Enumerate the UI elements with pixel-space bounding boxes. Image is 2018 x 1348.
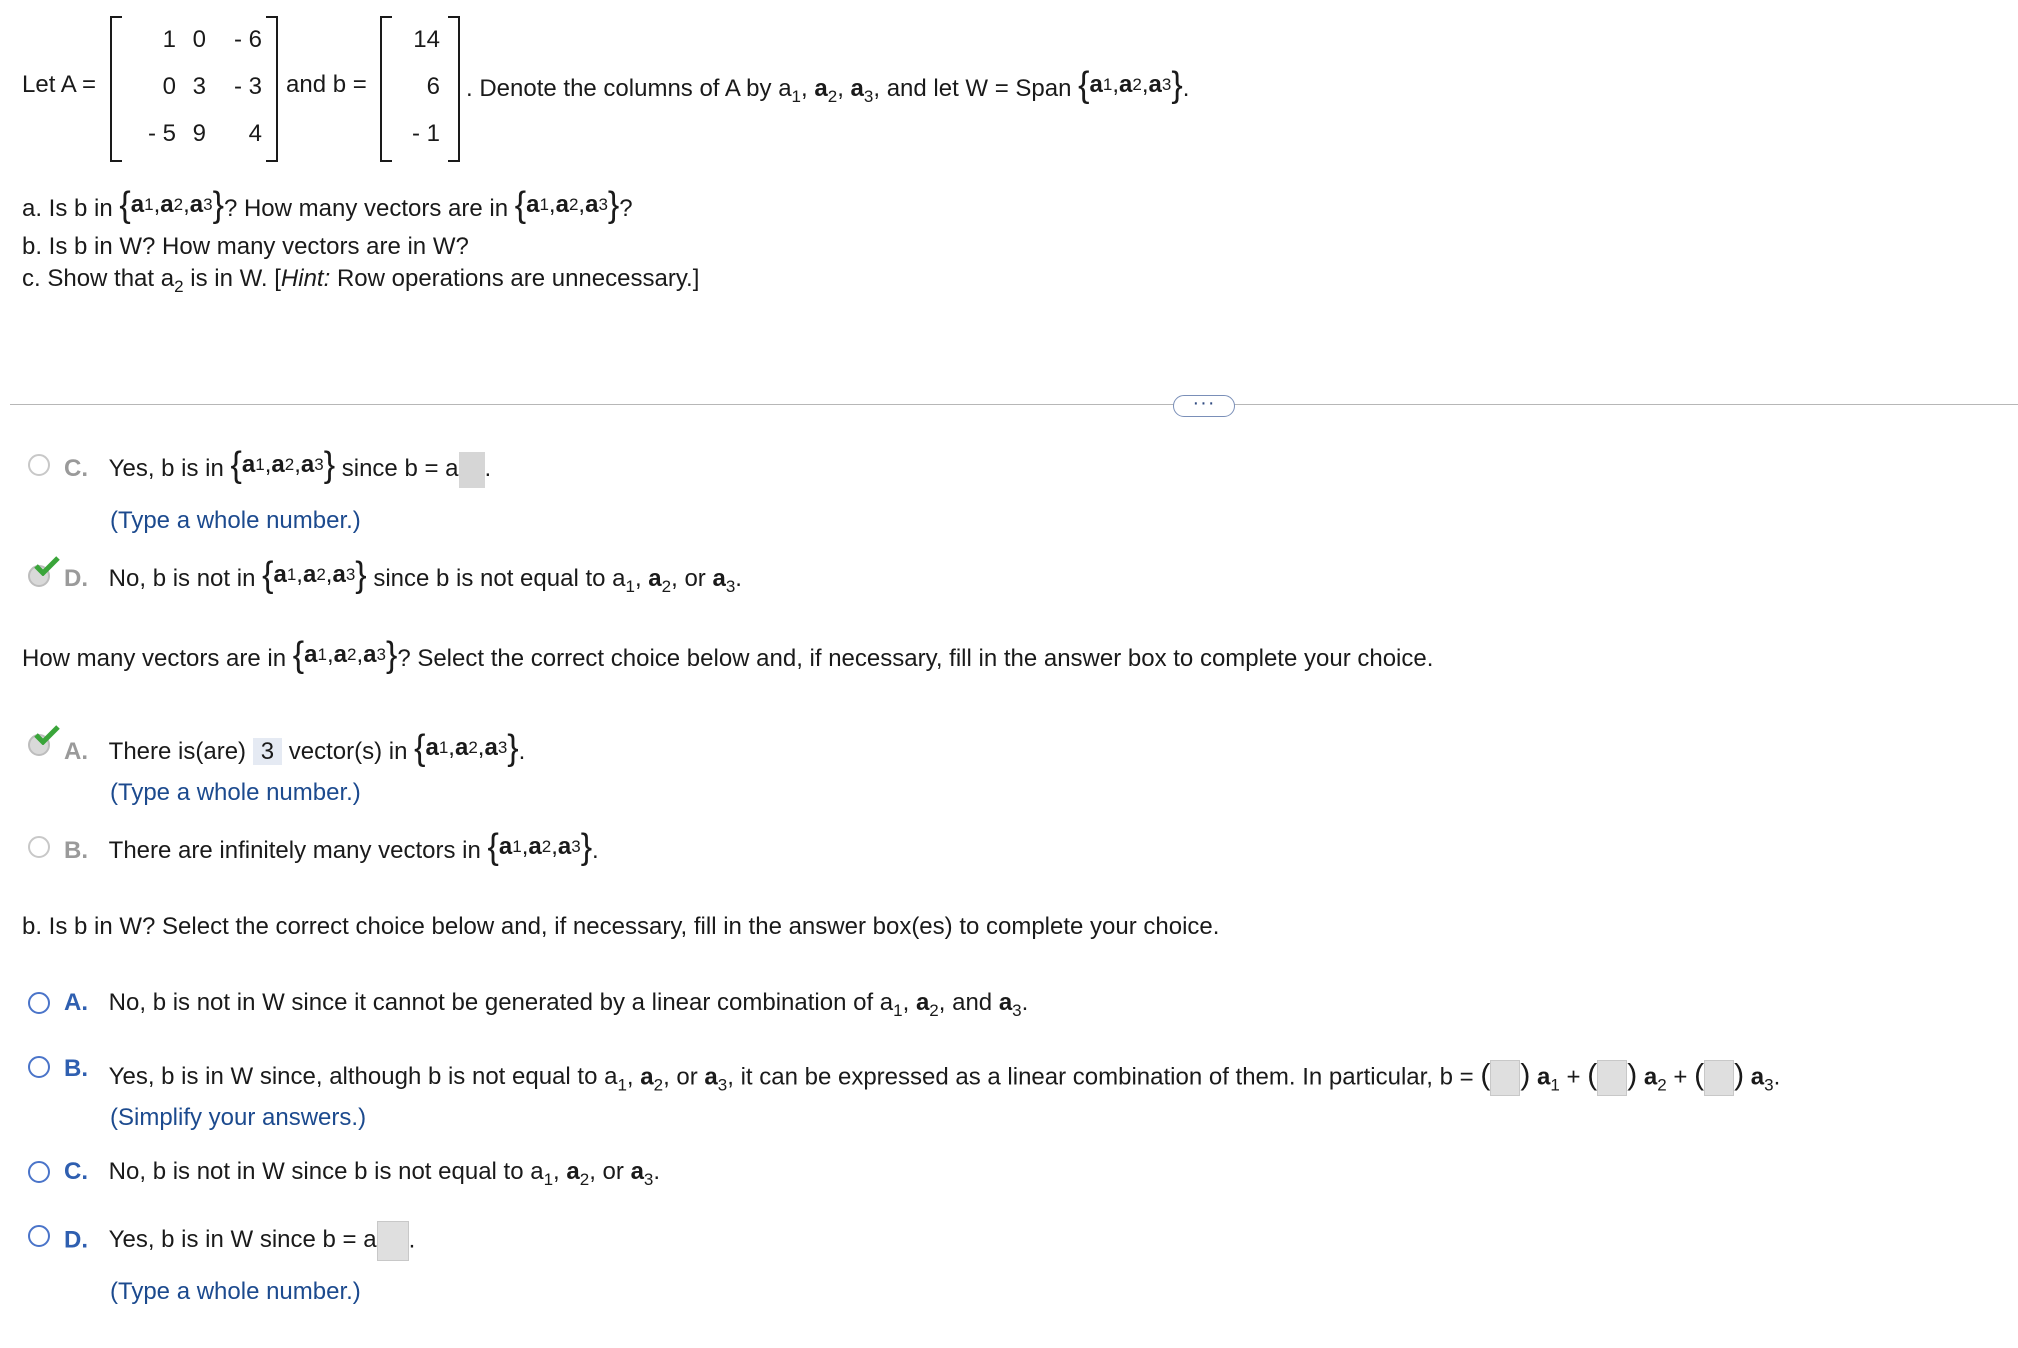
radio-b-d[interactable] bbox=[28, 1225, 50, 1247]
answer-box-b-coef1[interactable] bbox=[1490, 1060, 1520, 1096]
matrix-a-cell: 9 bbox=[192, 120, 206, 147]
option-b-d: D. Yes, b is in W since b = a . bbox=[64, 1221, 415, 1261]
answer-box-a1-c[interactable] bbox=[459, 452, 485, 488]
answer-box-b-coef2[interactable] bbox=[1597, 1060, 1627, 1096]
radio-b-c[interactable] bbox=[28, 1161, 50, 1183]
radio-b-b[interactable] bbox=[28, 1056, 50, 1078]
matrix-a-cell: - 6 bbox=[233, 26, 262, 53]
option-b-c: C. No, b is not in W since b is not equal to $a_1$, $a_2$, or $a_3$. bbox=[64, 1158, 661, 1189]
vector-b-cell: 6 bbox=[426, 73, 440, 100]
matrix-a-cell: 4 bbox=[248, 120, 262, 147]
option-a1-d: D. No, b is not in { a 1 , a 2 , a 3 } since b is not equal to $a_1$, $a_2$, or $a_3$. bbox=[64, 555, 742, 596]
radio-b-a[interactable] bbox=[28, 992, 50, 1014]
let-a-label: Let A = bbox=[22, 71, 97, 98]
check-icon bbox=[34, 725, 60, 745]
matrix-a bbox=[110, 16, 278, 162]
and-b-label: and b = bbox=[286, 71, 367, 98]
option-a2-b: B. There are infinitely many vectors in { a 1 , a 2 , a 3 } . bbox=[64, 827, 599, 867]
prompt-a2: How many vectors are in { a 1 , a 2 , a 3 } ? Select the correct choice below and, if necessary, fill in the answer box to complete your choice. bbox=[22, 635, 1434, 675]
answer-box-b-coef3[interactable] bbox=[1704, 1060, 1734, 1096]
matrix-a-cell: 0 bbox=[192, 26, 206, 53]
option-a2-a: A. There is(are) 3 vector(s) in { a 1 , a 2 , a 3 } . bbox=[64, 728, 526, 768]
matrix-a-cell: - 3 bbox=[233, 73, 262, 100]
vector-b-cell: - 1 bbox=[411, 120, 440, 147]
check-icon bbox=[34, 556, 60, 576]
prompt-b: b. Is b in W? Select the correct choice below and, if necessary, fill in the answer box(es) to complete your choice. bbox=[22, 913, 1220, 940]
hint-b-d: (Type a whole number.) bbox=[110, 1278, 361, 1305]
matrix-a-cell: - 5 bbox=[147, 120, 176, 147]
answer-value-a2[interactable]: 3 bbox=[253, 738, 282, 765]
question-a: a. Is b in { a 1 , a 2 , a 3 } ? How many vectors are in { a 1 , a 2 , a 3 } ? bbox=[22, 185, 633, 225]
radio-a2-b[interactable] bbox=[28, 836, 50, 858]
vector-b bbox=[380, 16, 460, 162]
section-divider bbox=[10, 404, 2018, 405]
more-options-button[interactable]: ··· bbox=[1173, 395, 1235, 417]
answer-box-b-d[interactable] bbox=[377, 1221, 409, 1261]
vector-b-cell: 14 bbox=[413, 26, 440, 53]
matrix-a-cell: 0 bbox=[162, 73, 176, 100]
hint-a2-a: (Type a whole number.) bbox=[110, 779, 361, 806]
hint-b-b: (Simplify your answers.) bbox=[110, 1104, 367, 1131]
header-text: . Denote the columns of A by $a_1$, $a_2$, $a_3$, and let W = Span { a 1 , a 2 , a 3 } . bbox=[466, 65, 1190, 106]
question-c: c. Show that $a_2$ is in W. [Hint: Row operations are unnecessary.] bbox=[22, 265, 700, 296]
matrix-a-cell: 3 bbox=[192, 73, 206, 100]
option-b-b: B. Yes, b is in W since, although b is not equal to $a_1$, $a_2$, or $a_3$, it can be expressed as a linear combination of them. In particular, b = ( ) $a_1$ + ( ) $a_2$ + ( ) $a_3$. bbox=[64, 1055, 1781, 1095]
radio-a1-c[interactable] bbox=[28, 454, 50, 476]
option-b-a: A. No, b is not in W since it cannot be generated by a linear combination of $a_1$, $a_2$, and $a_3$. bbox=[64, 989, 1029, 1020]
hint-a1-c: (Type a whole number.) bbox=[110, 507, 361, 534]
option-a1-c: C. Yes, b is in { a 1 , a 2 , a 3 } since b = a . bbox=[64, 450, 491, 488]
matrix-a-cell: 1 bbox=[162, 26, 176, 53]
question-b: b. Is b in W? How many vectors are in W? bbox=[22, 233, 469, 260]
